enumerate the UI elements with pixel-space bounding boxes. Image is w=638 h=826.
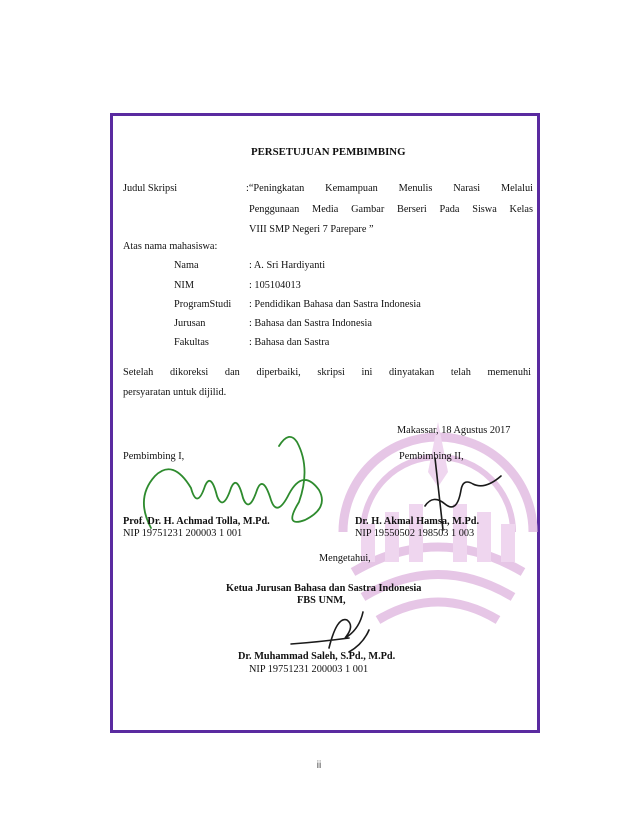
judul-line-2: Penggunaan Media Gambar Berseri Pada Siswa Kelas [249,204,533,215]
document-title: PERSETUJUAN PEMBIMBING [251,146,406,158]
field-label-fakultas: Fakultas [174,337,209,348]
pembimbing-1-label: Pembimbing I, [123,451,185,462]
signature-ketua-icon [289,608,389,656]
place-date: Makassar, 18 Agustus 2017 [397,425,511,436]
judul-line-1: :“Peningkatan Kemampuan Menulis Narasi Melalui [246,183,533,194]
field-value-nama: : A. Sri Hardiyanti [249,260,326,271]
judul-line-3: VIII SMP Negeri 7 Parepare ” [249,224,374,235]
pembimbing-2-nip: NIP 19550502 198503 1 003 [355,528,475,539]
field-label-nim: NIM [174,280,195,291]
mengetahui-label: Mengetahui, [319,553,371,564]
ketua-nip: NIP 19751231 200003 1 001 [249,664,369,675]
ketua-title-line-1: Ketua Jurusan Bahasa dan Sastra Indonesia [226,583,422,594]
pembimbing-2-label: Pembimbing II, [399,451,464,462]
field-value-program-studi: : Pendidikan Bahasa dan Sastra Indonesia [249,299,421,310]
ketua-name: Dr. Muhammad Saleh, S.Pd., M.Pd. [238,651,396,662]
field-value-nim: : 105104013 [249,280,301,291]
pembimbing-1-name: Prof. Dr. H. Achmad Tolla, M.Pd. [123,516,270,527]
atas-nama-label: Atas nama mahasiswa: [123,241,218,252]
statement-line-2: persyaratan untuk dijilid. [123,387,227,398]
field-value-jurusan: : Bahasa dan Sastra Indonesia [249,318,372,329]
field-label-jurusan: Jurusan [174,318,206,329]
statement-line-1: Setelah dikoreksi dan diperbaiki, skripsi ini dinyatakan telah memenuhi [123,367,531,378]
field-label-nama: Nama [174,260,199,271]
signature-pembimbing-1-icon [133,428,333,528]
field-value-fakultas: : Bahasa dan Sastra [249,337,330,348]
pembimbing-1-nip: NIP 19751231 200003 1 001 [123,528,243,539]
judul-label: Judul Skripsi [123,183,178,194]
ketua-title-line-2: FBS UNM, [297,595,346,606]
field-label-program-studi: ProgramStudi [174,299,232,310]
page-number: ii [316,760,322,771]
document-frame [110,113,540,733]
pembimbing-2-name: Dr. H. Akmal Hamsa, M.Pd. [355,516,480,527]
